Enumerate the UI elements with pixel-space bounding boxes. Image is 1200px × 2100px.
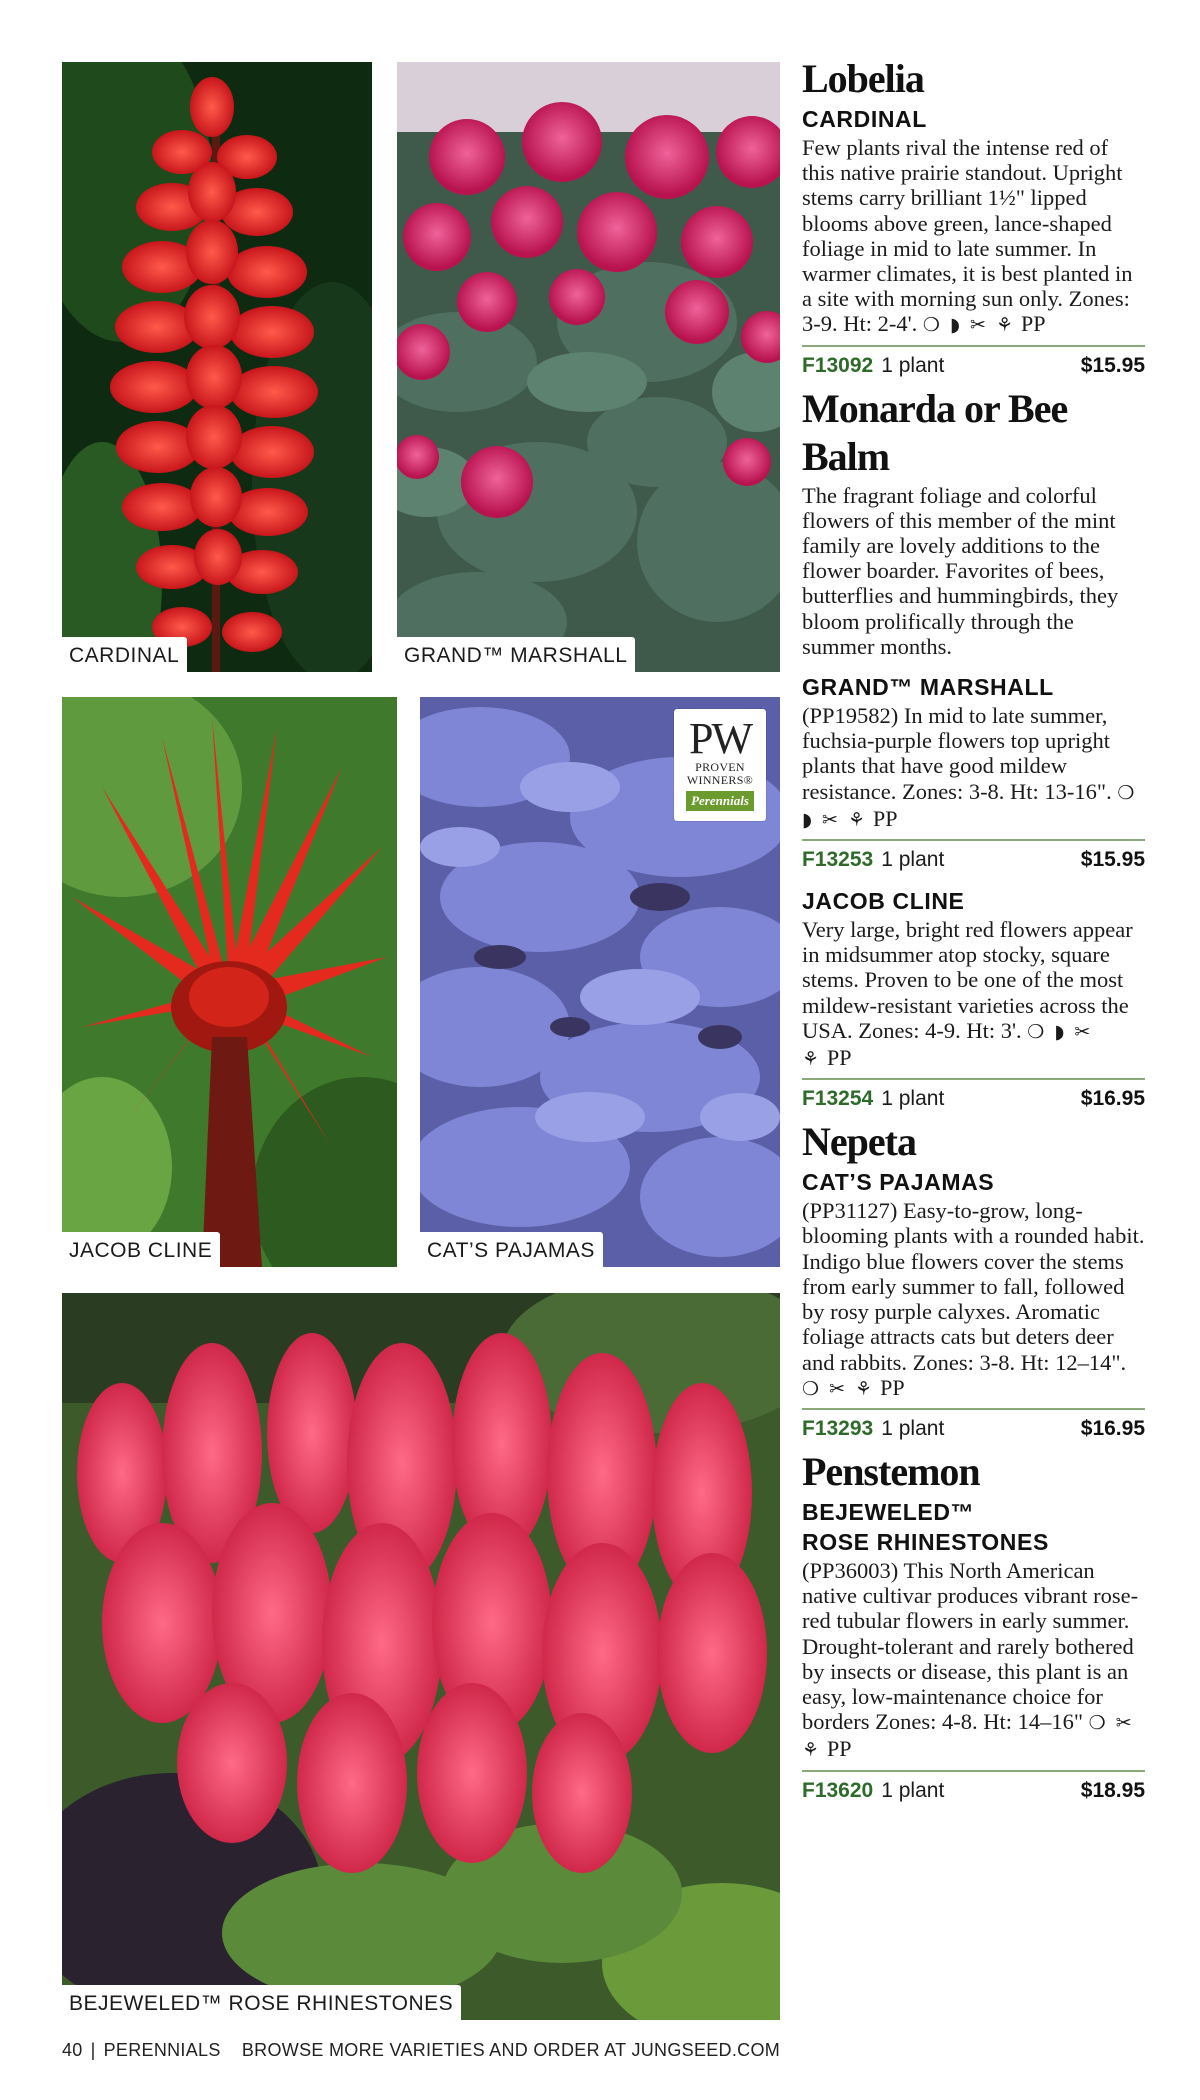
- pw-perennials-tag: Perennials: [686, 791, 754, 811]
- item-quantity: 1 plant: [881, 1416, 945, 1440]
- item-code: F13253: [802, 848, 874, 872]
- pp-mark: PP: [1021, 311, 1046, 337]
- pp-mark: PP: [873, 805, 898, 831]
- footer-separator: |: [90, 2040, 96, 2060]
- caption-cardinal: CARDINAL: [62, 637, 187, 672]
- pw-line2: WINNERS®: [686, 773, 754, 787]
- variety-name-grand-marshall: GRAND™ MARSHALL: [802, 674, 1054, 701]
- caption-bejeweled: BEJEWELED™ ROSE RHINESTONES: [62, 1985, 461, 2020]
- caption-grand-marshall: GRAND™ MARSHALL: [397, 637, 635, 672]
- page-footer: [62, 2040, 780, 2061]
- variety-name-jacob-cline: JACOB CLINE: [802, 888, 965, 915]
- growing-icons: ❍ ◗ ✂ ⚘: [922, 314, 1016, 337]
- genus-intro-monarda: The fragrant foliage and colorful flowers of this member of the mint family are lovely additions to the flower boarder. Favorites of bees, butterflies and hummingbirds, they bloom prolifically through the summer months.: [802, 482, 1119, 659]
- footer-cta: BROWSE MORE VARIETIES AND ORDER AT JUNGSEED.COM: [241, 2040, 781, 2060]
- genus-heading-monarda: Monarda or Bee Balm: [802, 385, 1068, 479]
- growing-icons: ❍ ◗ ✂ ⚘: [802, 781, 1137, 831]
- variety-desc-bejeweled: (PP36003) This North American native cultivar produces vibrant rose-red tubular flowers in early summer. Drought-tolerant and rarely bothered by insects or disease, this plant is an easy, low-maintenance choice for borders Zones: 4-8. Ht: 14–16" ❍ ✂ ⚘ PP: [802, 1557, 1139, 1762]
- photo-grand-marshall: [397, 62, 780, 672]
- variety-name-cats-pajamas: CAT’S PAJAMAS: [802, 1169, 995, 1196]
- genus-heading-nepeta: Nepeta: [802, 1119, 916, 1165]
- page-number: 40: [62, 2040, 83, 2060]
- item-price: $18.95: [1080, 1778, 1145, 1802]
- grand-marshall-image: [397, 62, 780, 672]
- genus-heading-lobelia: Lobelia: [802, 56, 924, 101]
- proven-winners-badge: [674, 709, 766, 821]
- genus-heading-penstemon: Penstemon: [802, 1448, 980, 1494]
- growing-icons: ❍ ◗ ✂ ⚘: [802, 1020, 1093, 1071]
- variety-desc-cardinal: Few plants rival the intense red of this native prairie standout. Upright stems carry brilliant 1½" lipped blooms above green, lance-shaped foliage in mid to late summer. In warmer climates, it is best planted in a site with morning sun only. Zones: 3-9. Ht: 2-4'. ❍ ◗ ✂ ⚘ PP: [802, 135, 1133, 337]
- caption-jacob-cline: JACOB CLINE: [62, 1232, 220, 1267]
- pw-logo: PW: [689, 714, 751, 763]
- variety-desc-jacob-cline: Very large, bright red flowers appear in midsummer atop stocky, square stems. Proven to be one of the most mildew-resistant varieties across the USA. Zones: 4-9. Ht: 3'. ❍ ◗ ✂ ⚘ PP: [802, 917, 1133, 1071]
- variety-name-bejeweled-line1: BEJEWELED™: [802, 1498, 975, 1525]
- footer-section: PERENNIALS: [103, 2040, 221, 2060]
- photo-bejeweled: [62, 1293, 780, 2020]
- order-line-jacob-cline: [802, 1078, 1145, 1112]
- pp-mark: PP: [827, 1736, 852, 1762]
- order-line-bejeweled: [802, 1770, 1145, 1804]
- pp-mark: PP: [880, 1374, 905, 1400]
- caption-cats-pajamas: CAT’S PAJAMAS: [420, 1232, 603, 1267]
- item-quantity: 1 plant: [881, 848, 945, 872]
- photo-jacob-cline: [62, 697, 397, 1267]
- photo-cardinal: [62, 62, 372, 672]
- item-quantity: 1 plant: [881, 1778, 945, 1802]
- order-line-grand-marshall: [802, 839, 1145, 873]
- photo-cats-pajamas: [420, 697, 780, 1267]
- pp-mark: PP: [827, 1045, 852, 1071]
- item-quantity: 1 plant: [881, 353, 945, 377]
- item-price: $15.95: [1080, 353, 1145, 377]
- item-quantity: 1 plant: [881, 1087, 945, 1111]
- cardinal-image: [62, 62, 372, 672]
- order-line-cardinal: [802, 345, 1145, 379]
- pw-line1: PROVEN: [695, 760, 745, 774]
- item-price: $16.95: [1080, 1416, 1145, 1440]
- variety-desc-grand-marshall: (PP19582) In mid to late summer, fuchsia-purple flowers top upright plants that have good mildew resistance. Zones: 3-8. Ht: 13-16". ❍ ◗ ✂ ⚘ PP: [802, 703, 1137, 831]
- variety-desc-cats-pajamas: (PP31127) Easy-to-grow, long-blooming plants with a rounded habit. Indigo blue flowers cover the stems from early summer to fall, followed by rosy purple calyxes. Aromatic foliage attracts cats but deters deer and rabbits. Zones: 3-8. Ht: 12–14". ❍ ✂ ⚘ PP: [802, 1198, 1145, 1400]
- variety-name-bejeweled-line2: ROSE RHINESTONES: [802, 1528, 1049, 1555]
- variety-name-cardinal: CARDINAL: [802, 106, 927, 132]
- item-price: $15.95: [1080, 848, 1145, 872]
- growing-icons: ❍ ✂ ⚘: [802, 1712, 1134, 1762]
- item-code: F13293: [802, 1416, 874, 1440]
- jacob-cline-image: [62, 697, 397, 1267]
- order-line-cats-pajamas: [802, 1408, 1145, 1442]
- product-column: [802, 55, 1145, 1804]
- item-code: F13254: [802, 1087, 874, 1111]
- growing-icons: ❍ ✂ ⚘: [802, 1377, 875, 1400]
- bejeweled-image: [62, 1293, 780, 2020]
- item-price: $16.95: [1080, 1087, 1145, 1111]
- item-code: F13092: [802, 353, 874, 377]
- item-code: F13620: [802, 1778, 874, 1802]
